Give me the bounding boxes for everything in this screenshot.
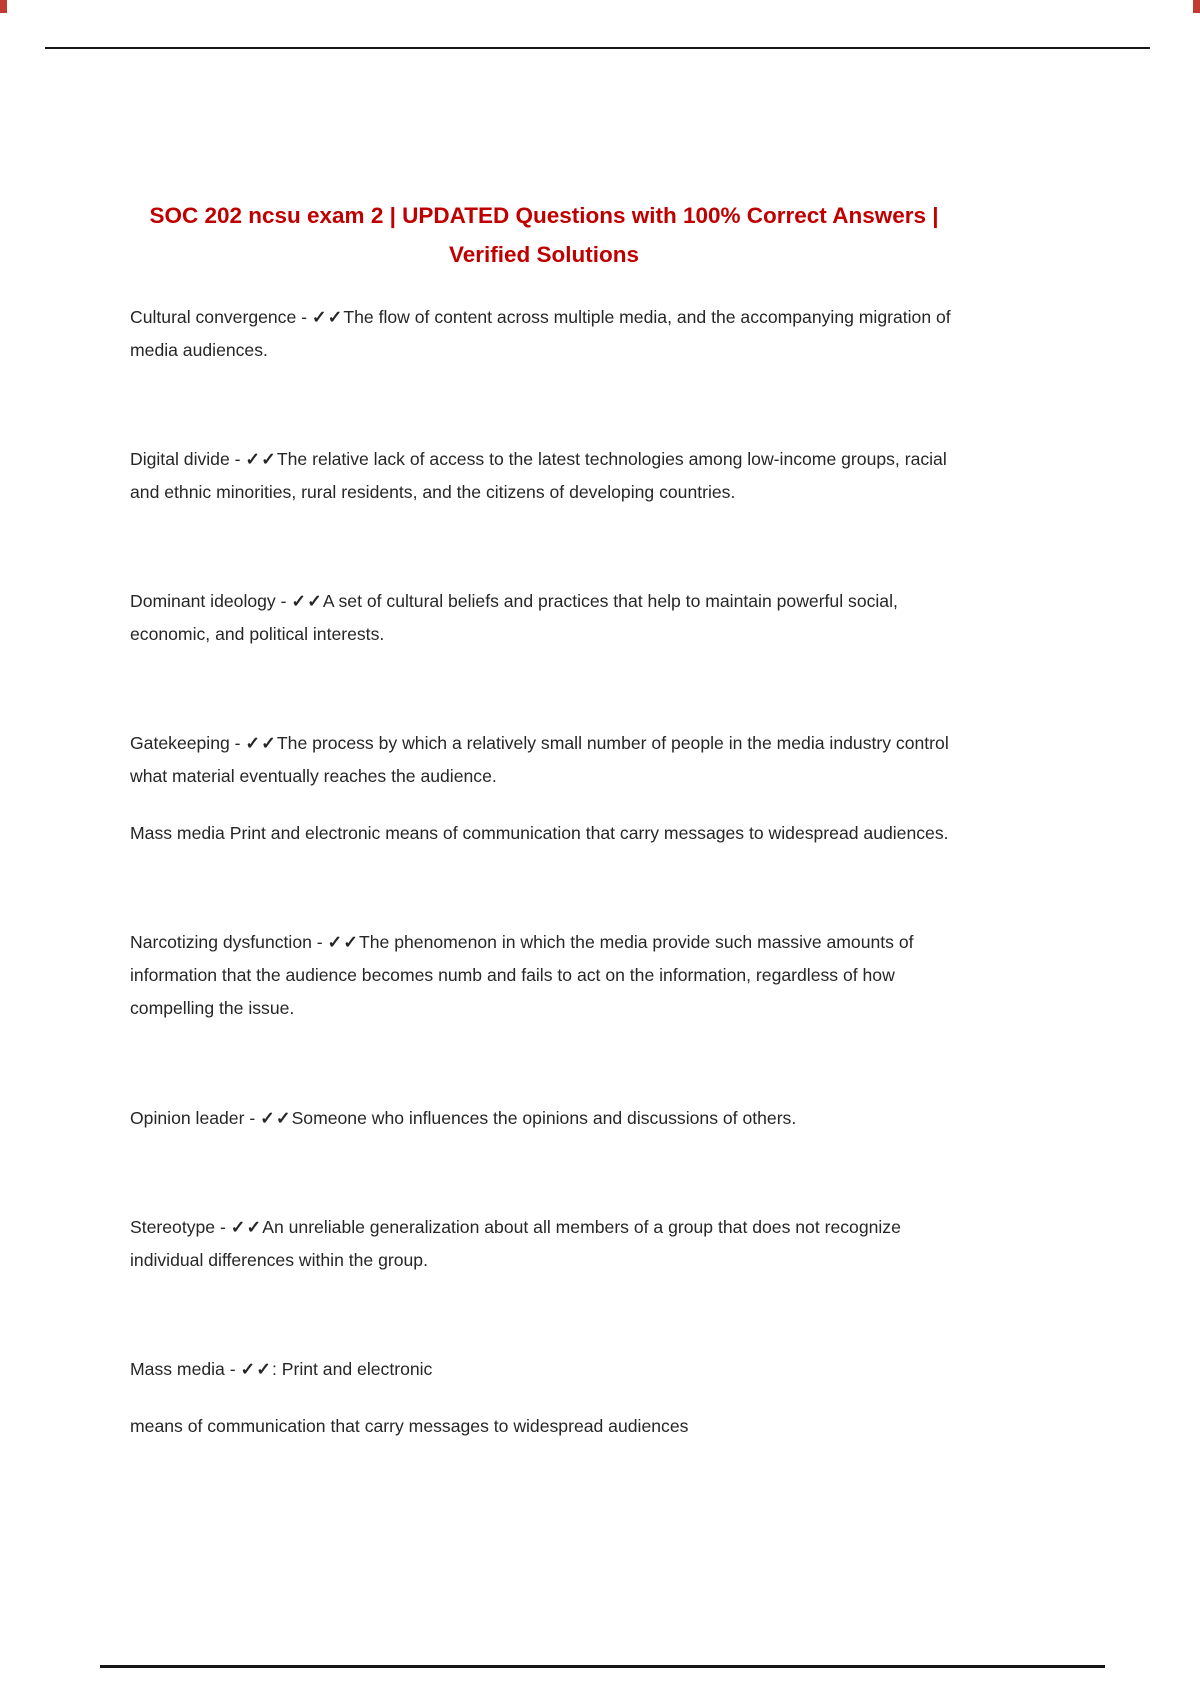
top-border-line: [45, 47, 1150, 49]
definition-text: : Print and electronic: [271, 1358, 433, 1379]
definition-text: The process by which a relatively small number of people in the media industry control what material eventually reaches the audience.: [130, 733, 949, 787]
page-content: [130, 196, 958, 1443]
double-checkmark-icon: ✓✓: [311, 306, 344, 327]
double-checkmark-icon: ✓✓: [327, 932, 360, 953]
term-text: Mass media -: [130, 1358, 241, 1379]
definition-text: The phenomenon in which the media provide such massive amounts of information that the audience becomes numb and fails to act on the information, regardless of how compelling the issue.: [130, 932, 914, 1019]
term-text: Digital divide -: [130, 448, 246, 469]
definition-text: The relative lack of access to the latest technologies among low-income groups, racial and ethnic minorities, rural residents, and the citizens of developing countries.: [130, 448, 947, 502]
qa-entries: [130, 301, 958, 1443]
qa-entry: [130, 817, 958, 850]
qa-entry: [130, 1410, 958, 1443]
page-corner-mark-left: [0, 0, 7, 13]
double-checkmark-icon: ✓✓: [260, 1107, 292, 1128]
bottom-border-line: [100, 1665, 1105, 1668]
term-text: Narcotizing dysfunction -: [130, 932, 328, 953]
document-title-line-2: Verified Solutions: [448, 242, 640, 268]
qa-entry: [130, 443, 958, 509]
qa-entry: [130, 926, 958, 1025]
qa-entry: [130, 1102, 958, 1135]
page-corner-mark-right: [1193, 0, 1200, 13]
qa-entry: [130, 1211, 958, 1277]
document-title-line-1: SOC 202 ncsu exam 2 | UPDATED Questions with 100% Correct Answers |: [149, 203, 939, 228]
term-text: Mass media: [130, 823, 230, 844]
document-title: [130, 196, 958, 275]
qa-entry: [130, 301, 958, 367]
term-text: Stereotype -: [130, 1216, 231, 1237]
double-checkmark-icon: ✓✓: [291, 591, 323, 611]
definition-text: Print and electronic means of communication that carry messages to widespread audiences.: [229, 823, 949, 844]
qa-entry: [130, 1353, 958, 1386]
qa-entry: [130, 585, 958, 651]
definition-text: The flow of content across multiple media, and the accompanying migration of media audiences.: [130, 306, 951, 360]
definition-text: A set of cultural beliefs and practices that help to maintain powerful social, economic, and political interests.: [130, 591, 898, 645]
definition-text: An unreliable generalization about all members of a group that does not recognize individual differences within the group.: [130, 1216, 901, 1270]
double-checkmark-icon: ✓✓: [230, 1216, 263, 1237]
term-text: Dominant ideology -: [130, 591, 292, 611]
qa-entry: [130, 727, 958, 793]
double-checkmark-icon: ✓✓: [245, 448, 277, 469]
term-text: Opinion leader -: [130, 1107, 261, 1128]
term-text: Gatekeeping -: [130, 733, 246, 754]
double-checkmark-icon: ✓✓: [245, 733, 277, 754]
double-checkmark-icon: ✓✓: [240, 1358, 272, 1379]
definition-text: Someone who influences the opinions and discussions of others.: [291, 1107, 797, 1128]
definition-text: means of communication that carry messages to widespread audiences: [130, 1415, 689, 1436]
term-text: Cultural convergence -: [130, 306, 312, 327]
